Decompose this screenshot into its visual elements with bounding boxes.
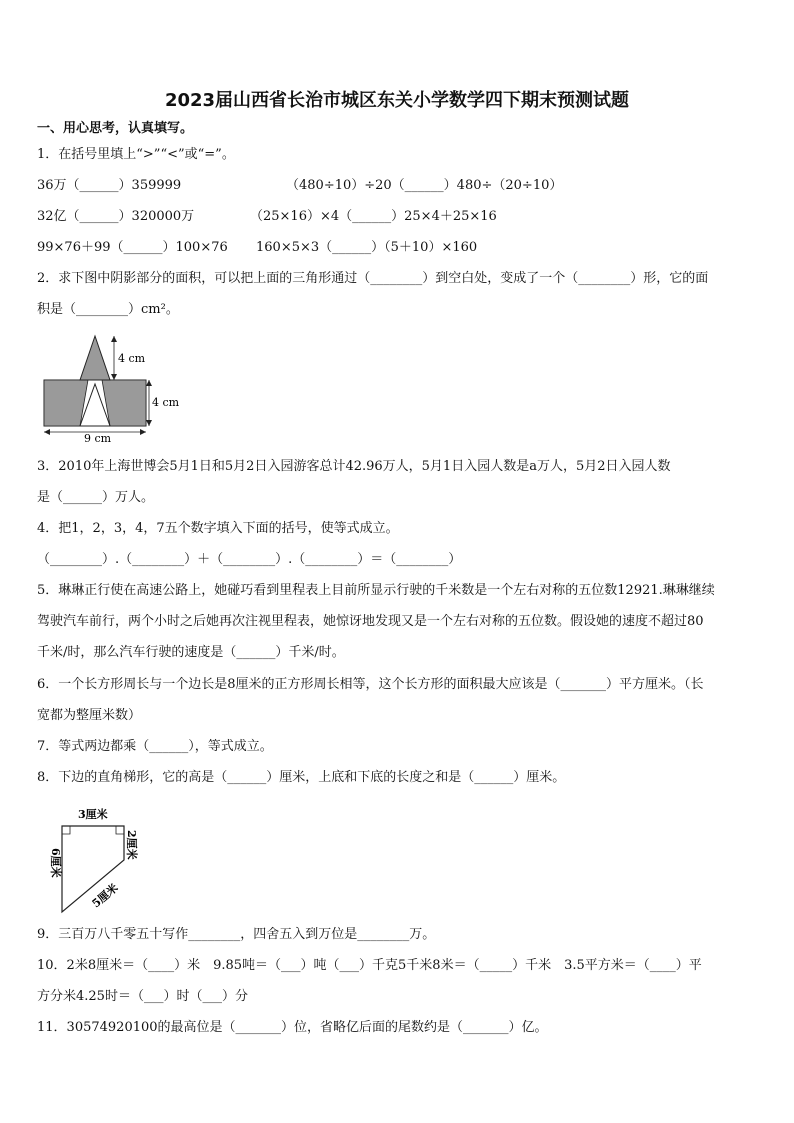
- q5-line3: 千米/时，那么汽车行驶的速度是（______）千米/时。: [37, 645, 345, 660]
- q3-line2: 是（______）万人。: [37, 490, 155, 505]
- q1-row2-left: 32亿（______）320000万: [37, 209, 195, 224]
- q6-line2: 宽都为整厘米数）: [37, 708, 142, 723]
- q2-shaded-right: [102, 380, 146, 426]
- q7-line: 7．等式两边都乘（______），等式成立。: [37, 739, 273, 754]
- q8-label-left: 6厘米: [49, 848, 62, 878]
- q5-line2: 驾驶汽车前行，两个小时之后她再次注视里程表，她惊讶地发现又是一个左右对称的五位数。假设她的速度不超过80: [37, 614, 704, 629]
- q2-label-bottom: 9 cm: [84, 432, 112, 444]
- q2-notch-gap: [88, 380, 102, 392]
- q8-label-top: 3厘米: [78, 808, 108, 821]
- page-title: 2023届山西省长治市城区东关小学数学四下期末预测试题: [164, 90, 630, 111]
- q4-line1: 4．把1，2，3，4，7五个数字填入下面的括号，使等式成立。: [37, 521, 399, 536]
- q6-line1: 6．一个长方形周长与一个边长是8厘米的正方形周长相等，这个长方形的面积最大应该是（_______）平方厘米。（长: [37, 677, 704, 692]
- q1-stem: 1．在括号里填上“>”“<”或“=”。: [37, 147, 235, 162]
- q8-line1: 8．下边的直角梯形，它的高是（______）厘米，上底和下底的长度之和是（______）厘米。: [37, 770, 566, 785]
- q2-label-right: 4 cm: [152, 396, 180, 409]
- q8-label-slant: 5厘米: [89, 881, 121, 911]
- q8-trapezoid-figure: [38, 800, 158, 920]
- q1-row1-right: （480÷10）÷20（______）480÷（20÷10）: [286, 178, 563, 193]
- q2-shape-figure: [36, 332, 196, 444]
- q1-row3-right: 160×5×3（______）（5＋10）×160: [256, 240, 478, 255]
- q10-line2: 方分米4.25时＝（___）时（___）分: [37, 989, 248, 1004]
- q2-line1: 2．求下图中阴影部分的面积，可以把上面的三角形通过（________）到空白处，变成了一个（________）形，它的面: [37, 271, 709, 286]
- q2-top-triangle: [80, 336, 110, 380]
- q2-shaded-left: [44, 380, 88, 426]
- q11-line: 11．30574920100的最高位是（_______）位，省略亿后面的尾数约是（_______）亿。: [37, 1020, 548, 1035]
- q9-line: 9．三百万八千零五十写作________，四舍五入到万位是________万。: [37, 927, 436, 942]
- q1-row1-left: 36万（______）359999: [37, 178, 182, 193]
- q2-line2: 积是（________）cm²。: [37, 302, 179, 317]
- q3-line1: 3．2010年上海世博会5月1日和5月2日入园游客总计42.96万人，5月1日入园人数是a万人，5月2日入园人数: [37, 459, 671, 474]
- q1-row2-right: （25×16）×4（______）25×4＋25×16: [250, 209, 497, 224]
- q10-line1: 10．2米8厘米＝（____）米 9.85吨＝（___）吨（___）千克5千米8米＝（_____）千米 3.5平方米＝（____）平: [37, 958, 702, 973]
- section-heading: 一、用心思考，认真填写。: [37, 121, 194, 136]
- q4-line2: （________）.（________）＋（________）.（________）＝（________）: [37, 552, 462, 567]
- q2-label-top: 4 cm: [118, 352, 146, 365]
- q8-label-right: 2厘米: [125, 830, 138, 860]
- q1-row3-left: 99×76＋99（______）100×76: [37, 240, 228, 255]
- q5-line1: 5．琳琳正行使在高速公路上，她碰巧看到里程表上目前所显示行驶的千米数是一个左右对称的五位数12921.琳琳继续: [37, 583, 715, 598]
